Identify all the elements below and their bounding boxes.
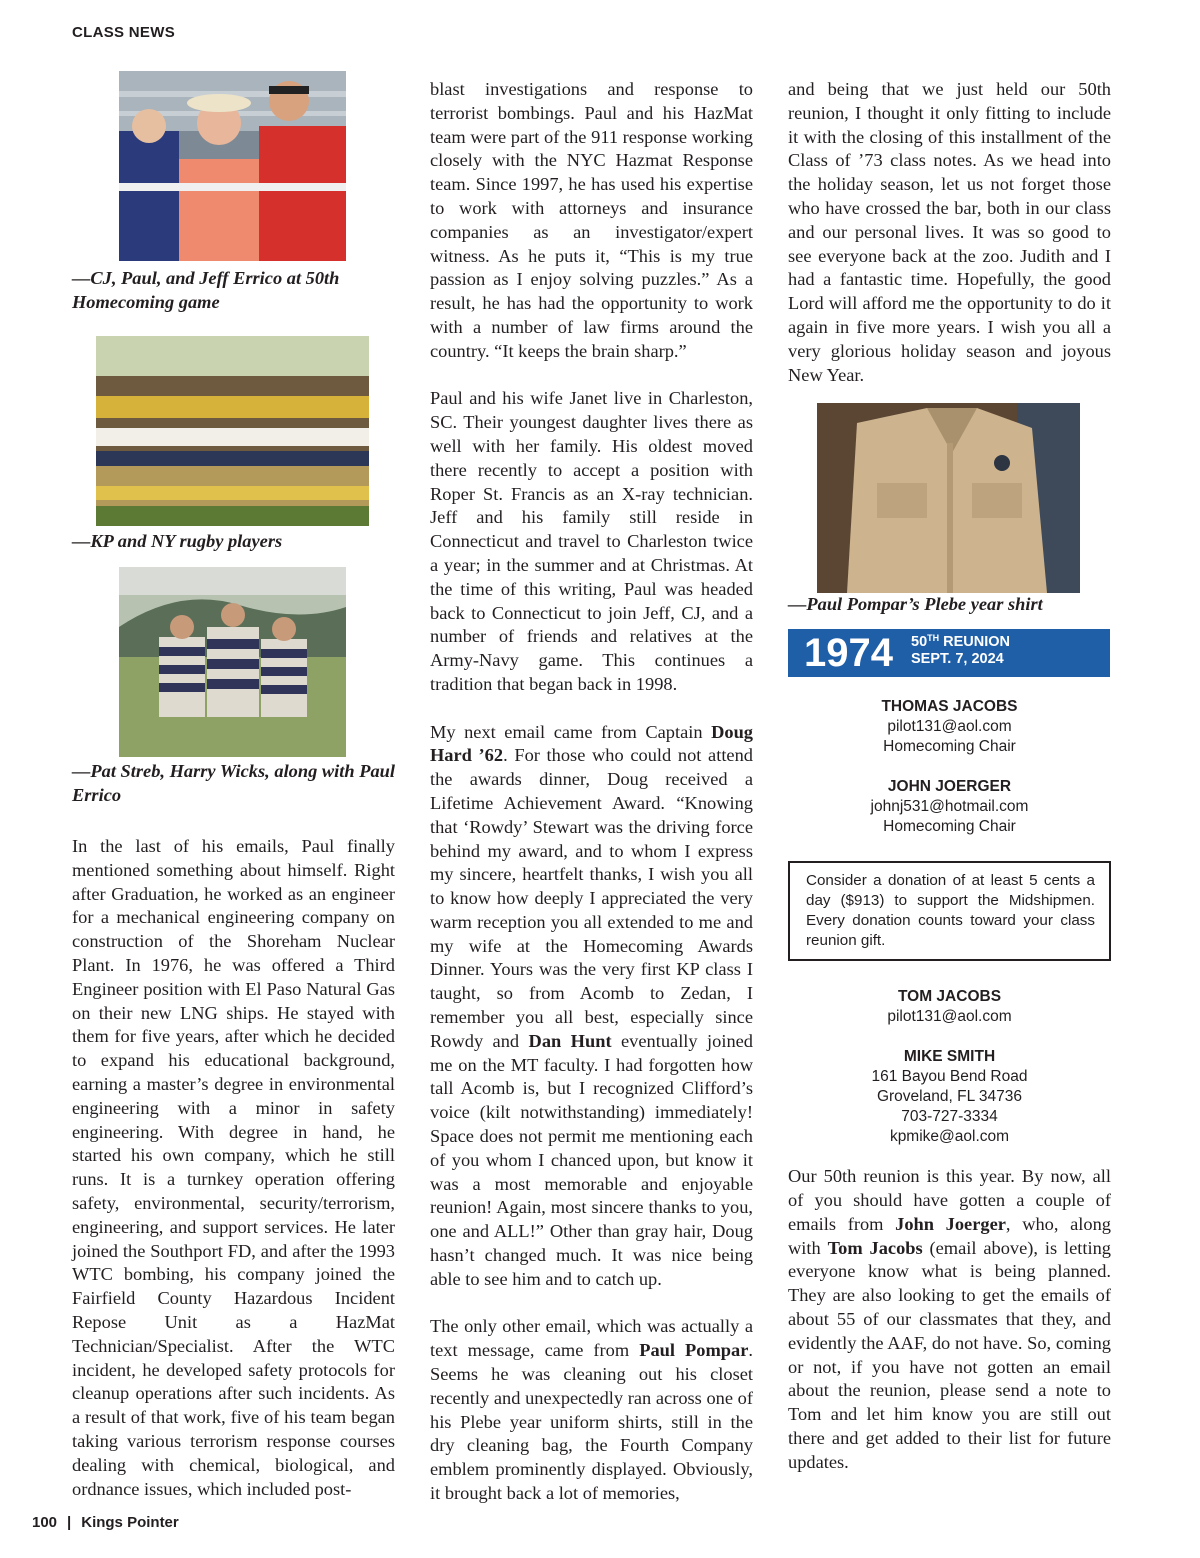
body-paragraph: and being that we just held our 50th reunion, I thought it only fitting to include it with the closing of this installment of the Class of ’73 class notes. As we head into the holiday season, let us not forget those who have crossed the bar, both in our class and our personal lives. It was so good to see everyone back at the zoo. Judith and I had a fantastic time. Hopefully, the good Lord will afford me the opportunity to do it again in five more years. I wish you all a very glorious holiday season and joyous New Year. (788, 79, 1111, 385)
class-year: 1974 (804, 631, 893, 676)
body-paragraph: The only other email, which was actually a text message, came from Paul Pompar. Seems he was cleaning out his closet recently and unexpectedly ran across one of his Plebe year uniform shirts, still in the dry cleaning bag, the Fourth Company emblem prominently displayed. Obviously, it brought back a lot of memories, (430, 1316, 753, 1504)
contact-address: 161 Bayou Bend Road (871, 1068, 1028, 1086)
contact-block (788, 987, 1111, 1027)
contact-email: kpmike@aol.com (889, 1128, 1010, 1146)
person-name: John Joerger (895, 1213, 1006, 1234)
contact-email: pilot131@aol.com (887, 1008, 1012, 1026)
contact-email: johnj531@hotmail.com (870, 798, 1029, 816)
photo-caption: —CJ, Paul, and Jeff Errico at 50th Homecoming game (72, 268, 340, 312)
reunion-label: 50TH REUNION (911, 633, 1011, 651)
photo-caption: —KP and NY rugby players (72, 530, 283, 551)
photo-errico-homecoming (119, 71, 346, 261)
person-name: Dan Hunt (528, 1030, 612, 1051)
photo-streb-wicks-errico (119, 567, 346, 757)
footer-separator: | (67, 1514, 72, 1531)
publication-name: Kings Pointer (81, 1514, 179, 1531)
body-paragraph: Our 50th reunion is this year. By now, all of you should have gotten a couple of emails from John Joerger, who, along with Tom Jacobs (email above), is letting everyone know what is being planned. They are also looking to get the emails of about 55 of our classmates that they, and evidently the AAF, do not have. So, coming or not, if you have not gotten an email about the reunion, please send a note to Tom and let him know you are still out there and get added to their list for future updates. (788, 1166, 1112, 1472)
reunion-date: SEPT. 7, 2024 (911, 651, 1004, 668)
page-number: 100 (32, 1514, 58, 1531)
photo-caption: —Paul Pompar’s Plebe year shirt (788, 594, 1043, 615)
column-3 (788, 78, 1111, 1475)
contact-block (788, 1047, 1111, 1147)
photo-rugby-team (96, 336, 369, 526)
contact-city: Groveland, FL 34736 (876, 1088, 1023, 1106)
column-2 (430, 78, 753, 1506)
contact-phone: 703-727-3334 (901, 1108, 998, 1126)
photo-caption: —Pat Streb, Harry Wicks, along with Paul Errico (72, 761, 395, 806)
body-paragraph: My next email came from Captain Doug Hard ’62. For those who could not attend the awards dinner, Doug received a Lifetime Achievement Award. “Knowing that ‘Rowdy’ Stewart was the driving force behind my award, and to whom I express my sincere, heartfelt thanks, I wish you all to know how deeply I appreciated the very warm reception you all extended to me and my wife at the Homecoming Awards Dinner. Yours was the very first KP class I taught, so from Acomb to Zedan, I remember you all best, especially since Rowdy and Dan Hunt eventually joined me on the MT faculty. I had forgotten how tall Acomb is, but I recognized Clifford’s voice (kilt notwithstanding) immediately! Space does not permit me mentioning each of you whom I chanced upon, but know it was a most memorable and enjoyable reunion! Again, most sincere thanks to you, one and ALL!” Other than gray hair, Doug hasn’t changed much. It was nice being able to see him and to catch up. (430, 721, 754, 1289)
body-paragraph: Paul and his wife Janet live in Charleston, SC. Their youngest daughter lives there as well with her family. His oldest moved there recently to accept a position with Roper St. Francis as an X-ray technician. Jeff and his family still reside in Connecticut and travel to Charleston twice a year; in the summer and at Christmas. At the time of this writing, Paul was headed back to Connecticut to join Jeff, CJ, and a number of friends and relatives at the Army-Navy game. This continues a tradition that began back in 1998. (430, 388, 753, 694)
contact-name: MIKE SMITH (903, 1048, 996, 1066)
section-header: CLASS NEWS (72, 24, 176, 41)
class-year-banner (788, 629, 1110, 677)
page-footer (32, 1514, 179, 1531)
contact-name: TOM JACOBS (897, 988, 1002, 1006)
person-name: Doug Hard ’62 (430, 721, 753, 766)
body-paragraph: In the last of his emails, Paul finally mentioned something about himself. Right after Graduation, he worked as an engineer for a mechanical engineering company on construction of the Shoreham Nuclear Plant. In 1976, he was offered a Third Engineer position with El Paso Natural Gas on their new LNG ships. He stayed with them for five years, after which he decided to expand his educational background, earning a master’s degree in environmental engineering with a minor in safety engineering. With degree in hand, he started his own company, which he still runs. It is a turnkey operation offering safety, environmental, security/terrorism, engineering, and support services. He later joined the Southport FD, and after the 1993 WTC bombing, his company joined the Fairfield County Hazardous Incident Repose Unit as a HazMat Technician/Specialist. After the WTC incident, he developed safety protocols for cleanup operations after such incidents. As a result of that work, five of his team began taking various terrorism response courses dealing with chemical, biological, and ordnance issues, which included post- (72, 835, 395, 1499)
contact-block (788, 697, 1111, 757)
contact-block (788, 777, 1111, 837)
contact-email: pilot131@aol.com (887, 718, 1012, 736)
person-name: Paul Pompar (639, 1340, 749, 1361)
column-1 (72, 78, 395, 1501)
photo-plebe-shirt (817, 403, 1080, 593)
contact-name: THOMAS JACOBS (881, 698, 1018, 716)
contact-role: Homecoming Chair (883, 738, 1016, 756)
body-paragraph: blast investigations and response to terrorist bombings. Paul and his HazMat team were part of the 911 response working closely with the NYC Hazmat Response team. Since 1997, he has used his expertise to work with attorneys and insurance companies as an investigator/expert witness. As he puts it, “This is my true passion as I enjoy solving puzzles.” As a result, he has had the opportunity to work with a number of law firms around the country. “It keeps the brain sharp.” (430, 79, 753, 361)
contact-name: JOHN JOERGER (887, 778, 1012, 796)
contact-role: Homecoming Chair (883, 818, 1016, 836)
donation-box: Consider a donation of at least 5 cents a day ($913) to support the Midshipmen. Every donation counts toward your class reunion gift. (788, 861, 1111, 961)
person-name: Tom Jacobs (827, 1237, 923, 1258)
